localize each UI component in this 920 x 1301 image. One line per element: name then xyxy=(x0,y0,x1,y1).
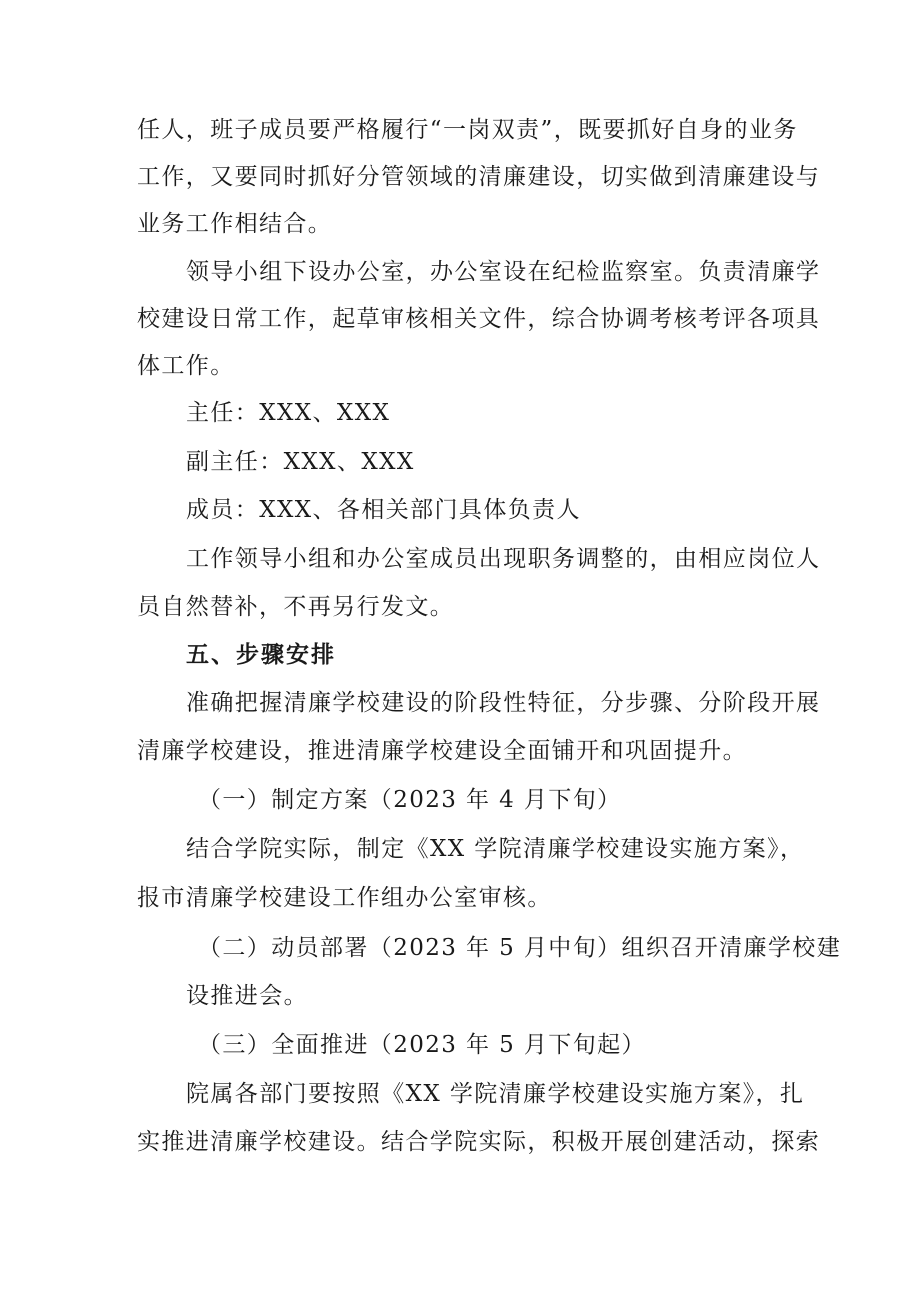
text-line: 工作，又要同时抓好分管领域的清廉建设，切实做到清廉建设与 xyxy=(137,164,821,190)
subsection-heading: （三）全面推进（2023 年 5 月下旬起） xyxy=(198,1032,646,1058)
text-line: 工作领导小组和办公室成员出现职务调整的，由相应岗位人 xyxy=(186,546,821,572)
text-line: 领导小组下设办公室，办公室设在纪检监察室。负责清廉学 xyxy=(186,259,821,285)
text-line: 准确把握清廉学校建设的阶段性特征，分步骤、分阶段开展 xyxy=(186,690,821,716)
subsection-heading: （一）制定方案（2023 年 4 月下旬） xyxy=(198,787,622,813)
text-line: 结合学院实际，制定《XX 学院清廉学校建设实施方案》， xyxy=(186,836,805,862)
text-line: 设推进会。 xyxy=(186,983,308,1009)
text-line: 报市清廉学校建设工作组办公室审核。 xyxy=(137,885,552,911)
text-line: 业务工作相结合。 xyxy=(137,211,333,237)
text-line: 员自然替补，不再另行发文。 xyxy=(137,594,455,620)
text-line: 体工作。 xyxy=(137,353,235,379)
text-line: 任人，班子成员要严格履行“一岗双责”，既要抓好自身的业务 xyxy=(137,117,798,143)
section-heading: 五、步骤安排 xyxy=(186,642,336,668)
text-line: 清廉学校建设，推进清廉学校建设全面铺开和巩固提升。 xyxy=(137,738,747,764)
subsection-heading: （二）动员部署（2023 年 5 月中旬）组织召开清廉学校建 xyxy=(198,935,842,961)
text-line: 主任：XXX、XXX xyxy=(186,400,391,426)
text-line: 成员：XXX、各相关部门具体负责人 xyxy=(186,497,581,523)
text-line: 院属各部门要按照《XX 学院清廉学校建设实施方案》，扎 xyxy=(186,1081,805,1107)
text-line: 校建设日常工作，起草审核相关文件，综合协调考核考评各项具 xyxy=(137,306,821,332)
text-line: 实推进清廉学校建设。结合学院实际，积极开展创建活动，探索 xyxy=(137,1129,821,1155)
text-line: 副主任：XXX、XXX xyxy=(186,449,415,475)
